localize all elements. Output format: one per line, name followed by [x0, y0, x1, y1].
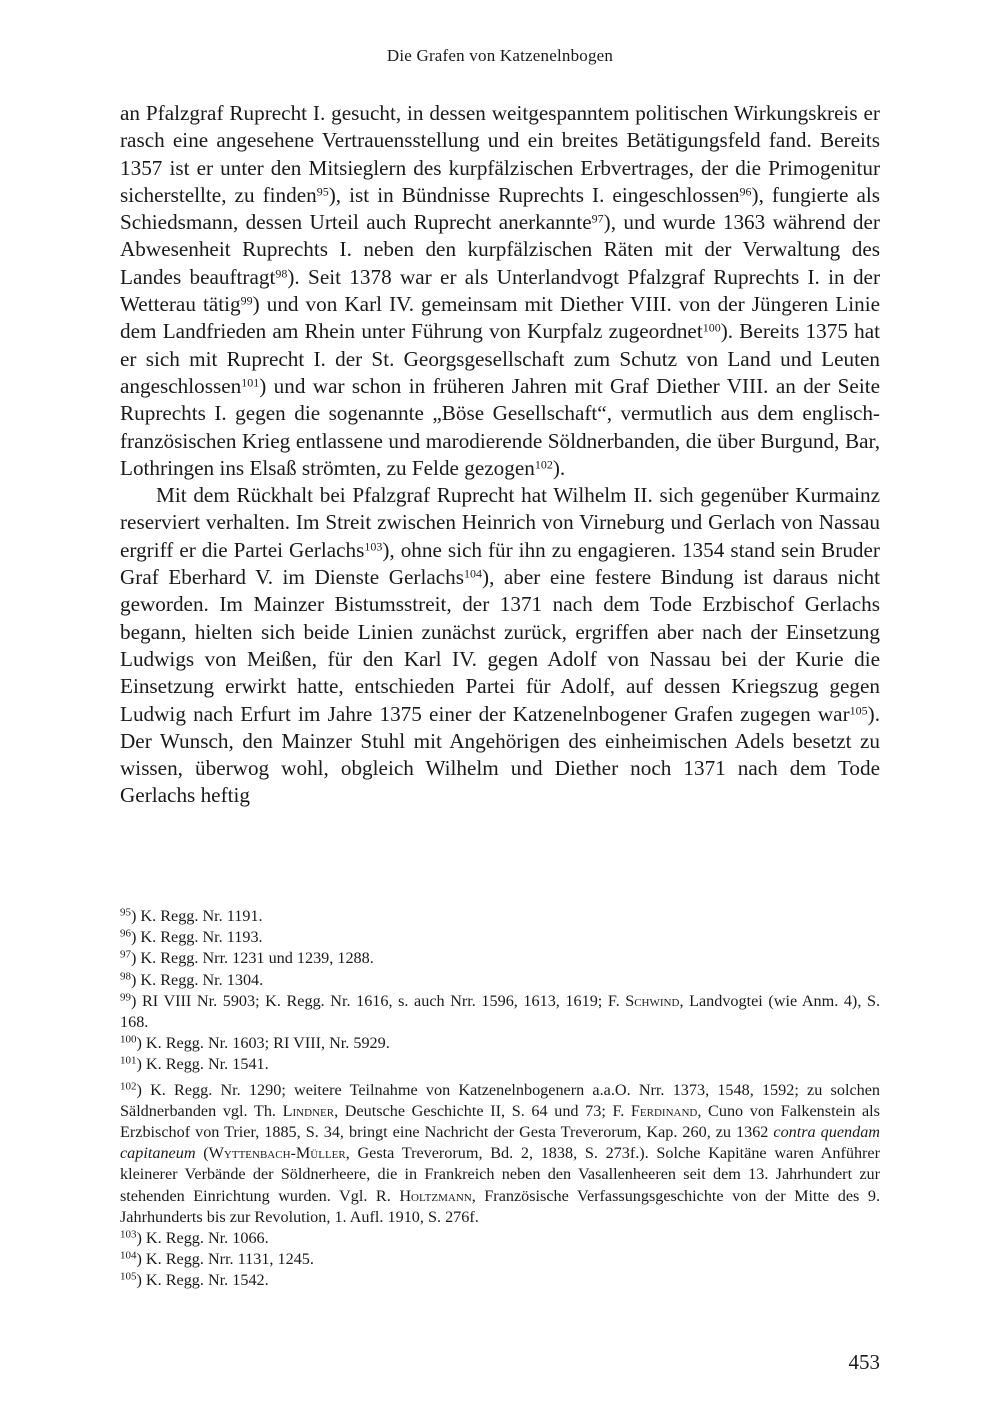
- text-span: ).: [552, 455, 566, 480]
- footnote-text: , Cuno von Falkenstein als Erzbischof von Trier, 1885, S. 34, bringt eine Nachricht der Gesta Treverorum, Kap. 260, zu 1362: [120, 1101, 880, 1142]
- footnote: [120, 948, 880, 969]
- footnote-text: ) K. Regg. Nr. 1193.: [131, 928, 263, 947]
- text-span: ), und wurde 1363 während der Abwesenheit Ruprechts I. neben den kurpfälzischen Räten mit der Verwaltung des Landes beauftragt: [120, 210, 880, 289]
- footnote-number: 100: [120, 1033, 137, 1046]
- author-name: Lindner: [282, 1101, 335, 1120]
- footnote-text: , Gesta Treverorum, Bd. 2, 1838, S. 273f.). Solche Kapitäne waren Anführer kleinerer Verbände der Söldnerheere, die in Frankreich neben den Vasallenheeren seit dem 13. Jahrhundert zur stehenden Einrichtung wurden. Vgl. R.: [120, 1144, 880, 1205]
- author-name: Wyttenbach-Müller: [208, 1144, 346, 1163]
- footnote-number: 104: [120, 1249, 137, 1262]
- text-span: ), aber eine festere Bindung ist daraus nicht geworden. Im Mainzer Bistumsstreit, der 1371 nach dem Tode Erzbischof Gerlachs begann, hielten sich beide Linien zunächst zurück, ergriffen aber nach der Einsetzung Ludwigs von Meißen, für den Karl IV. gegen Adolf von Nassau bei der Kurie die Einsetzung erwirkt hatte, entschieden Partei für Adolf, auf dessen Kriegszug gegen Ludwig nach Erfurt im Jahre 1375 einer der Katzenelnbogener Grafen zugegen war: [120, 565, 880, 726]
- footnote: [120, 1228, 880, 1249]
- footnote-number: 102: [120, 1080, 137, 1093]
- footnote-text: , Französische Verfassungsgeschichte von der Mitte des 9. Jahrhunderts bis zur Revolution, 1. Aufl. 1910, S. 276f.: [120, 1186, 881, 1226]
- footnote-number: 99: [120, 991, 131, 1004]
- footnote-text: ) K. Regg. Nr. 1541.: [136, 1055, 269, 1074]
- text-span: ), fungierte als Schiedsmann, dessen Urteil auch Ruprecht anerkannte: [120, 182, 880, 235]
- footnote-ref: 104: [464, 566, 483, 581]
- footnote-number: 96: [120, 927, 131, 940]
- running-head: Die Grafen von Katzenelnbogen: [386, 46, 614, 65]
- footnote-text: , Deutsche Geschichte II, S. 64 und 73; F.: [334, 1101, 631, 1120]
- footnote-ref: 101: [241, 375, 260, 390]
- text-span: ). Bereits 1375 hat er sich mit Ruprecht I. der St. Georgsgesellschaft zum Schutz von Land und Leuten angeschlossen: [120, 319, 880, 398]
- text-span: an Pfalzgraf Ruprecht I. gesucht, in dessen weitgespanntem politischen Wirkungskreis er rasch eine angesehene Vertrauensstellung und ein breites Betätigungsfeld fand. Bereits 1357 ist er unter den Mitsieglern des kurpfälzischen Erbvertrages, der die Primogenitur sicherstellte, zu finden: [120, 101, 880, 207]
- footnote-text: ) K. Regg. Nr. 1290; weitere Teilnahme von Katzenelnbogenern a.a.O. Nrr. 1373, 1548, 1592; zu solchen Säldnerbanden vgl. Th.: [120, 1080, 880, 1120]
- footnote-number: 97: [120, 948, 131, 961]
- paragraph: [120, 482, 880, 810]
- latin-quote: contra quendam capitaneum: [120, 1123, 880, 1163]
- footnote-text: , Landvogtei (wie Anm. 4), S. 168.: [120, 991, 881, 1032]
- page-number: 453: [848, 1350, 880, 1374]
- main-text: [120, 100, 880, 810]
- text-span: ) und war schon in früheren Jahren mit Graf Diether VIII. an der Seite Ruprechts I. gegen die sogenannte „Böse Gesellschaft“, vermutlich aus dem englisch-französischen Krieg entlassene und marodierende Söldnerbanden, die über Burgund, Bar, Lothringen ins Elsaß strömten, zu Felde gezogen: [120, 373, 880, 480]
- footnote: [120, 991, 880, 1033]
- footnote-number: 105: [120, 1270, 137, 1283]
- footnote-text: ) K. Regg. Nr. 1066.: [136, 1229, 269, 1248]
- footnote-ref: 102: [534, 457, 553, 472]
- footnote: [120, 1033, 880, 1054]
- footnote-text: (: [195, 1144, 209, 1163]
- footnote: [120, 927, 880, 948]
- footnote-text: ) RI VIII Nr. 5903; K. Regg. Nr. 1616, s. auch Nrr. 1596, 1613, 1619; F.: [131, 991, 626, 1010]
- footnote: [120, 1080, 880, 1228]
- footnote: [120, 1054, 880, 1075]
- footnote: [120, 906, 880, 927]
- footnote-text: ) K. Regg. Nr. 1542.: [136, 1271, 269, 1290]
- footnote-text: ) K. Regg. Nr. 1304.: [131, 970, 264, 989]
- text-span: ), ohne sich für ihn zu engagieren. 1354 stand sein Bruder Graf Eberhard V. im Dienste Gerlachs: [120, 537, 880, 590]
- footnote-ref: 99: [240, 293, 253, 308]
- text-span: ), ist in Bündnisse Ruprechts I. eingeschlossen: [328, 182, 740, 207]
- text-span: ). Seit 1378 war er als Unterlandvogt Pfalzgraf Ruprechts I. in der Wetterau tätig: [120, 264, 880, 317]
- footnote-number: 103: [120, 1228, 137, 1241]
- footnote-text: ) K. Regg. Nr. 1603; RI VIII, Nr. 5929.: [136, 1034, 390, 1053]
- footnote-ref: 100: [702, 320, 721, 335]
- footnote-text: ) K. Regg. Nrr. 1231 und 1239, 1288.: [131, 949, 374, 968]
- footnote-number: 98: [120, 970, 131, 983]
- footnote-ref: 96: [739, 184, 752, 199]
- footnote-text: ) K. Regg. Nr. 1191.: [131, 907, 263, 925]
- footnotes: [120, 906, 880, 1292]
- footnote-number: 101: [120, 1054, 137, 1067]
- paragraph: [120, 100, 880, 482]
- footnote: [120, 1249, 880, 1270]
- footnote-ref: 105: [849, 702, 868, 717]
- footnote: [120, 970, 880, 991]
- text-span: ) und von Karl IV. gemeinsam mit Diether VIII. von der Jüngeren Linie dem Landfrieden am Rhein unter Führung von Kurpfalz zugeordnet: [120, 292, 880, 344]
- author-name: Schwind: [625, 991, 680, 1010]
- author-name: Holtzmann: [399, 1186, 472, 1205]
- footnote-ref: 97: [591, 211, 604, 226]
- footnote-ref: 103: [364, 539, 383, 554]
- text-span: Mit dem Rückhalt bei Pfalzgraf Ruprecht hat Wilhelm II. sich gegenüber Kurmainz reserviert verhalten. Im Streit zwischen Heinrich von Virneburg und Gerlach von Nassau ergriff er die Partei Gerlachs: [120, 483, 880, 562]
- footnote: [120, 1270, 880, 1291]
- footnote-ref: 98: [275, 266, 288, 281]
- footnote-ref: 95: [316, 184, 329, 199]
- author-name: Ferdinand: [630, 1101, 698, 1120]
- text-span: ). Der Wunsch, den Mainzer Stuhl mit Angehörigen des einheimischen Adels besetzt zu wissen, überwog wohl, obgleich Wilhelm und Diether noch 1371 nach dem Tode Gerlachs heftig: [120, 701, 880, 808]
- footnote-number: 95: [120, 906, 131, 919]
- footnote-text: ) K. Regg. Nrr. 1131, 1245.: [136, 1250, 314, 1269]
